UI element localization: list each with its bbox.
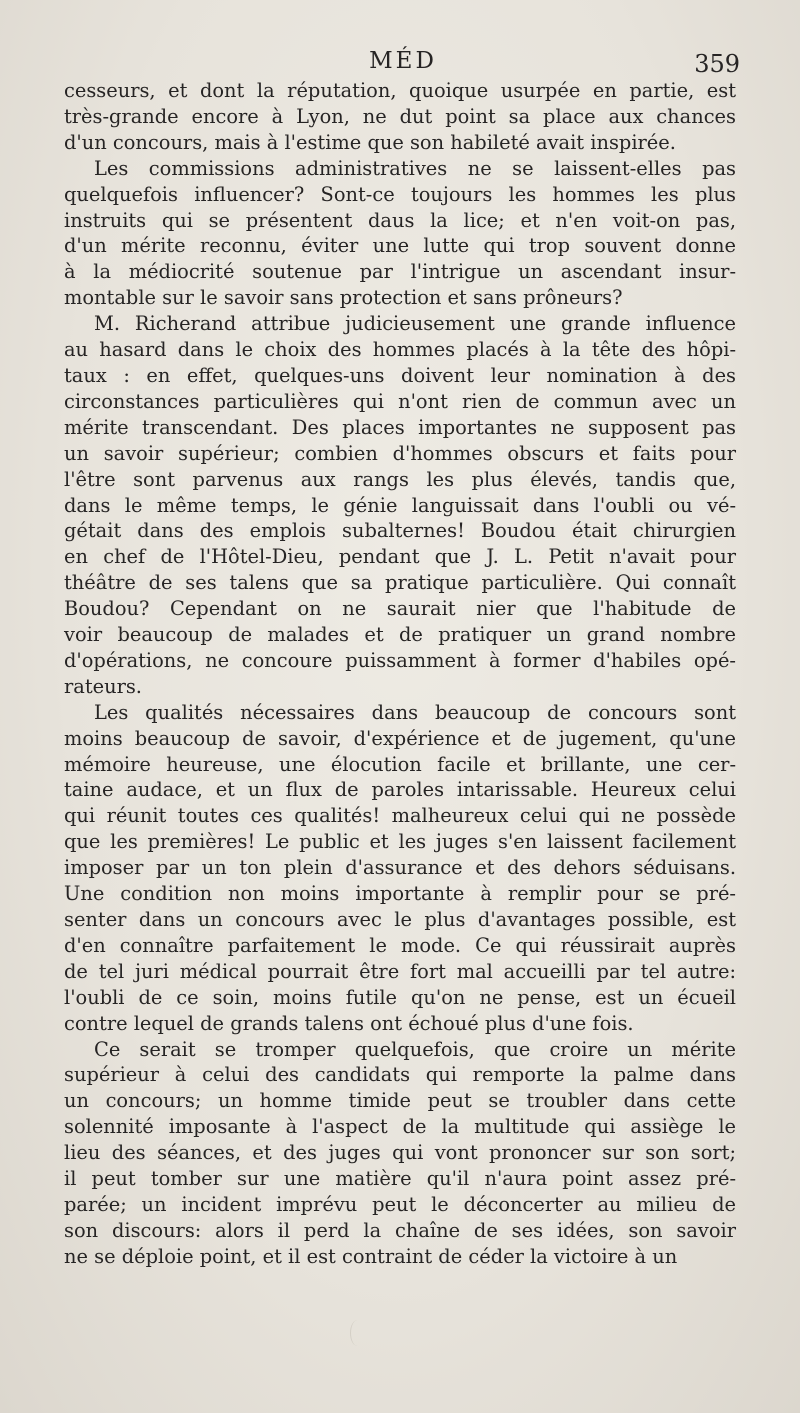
- text-line: il peut tomber sur une matière qu'il n'aura point assez pré-: [64, 1167, 736, 1191]
- running-head: MÉD: [369, 48, 437, 74]
- text-line: lieu des séances, et des juges qui vont prononcer sur son sort;: [64, 1141, 736, 1165]
- text-line: ne se déploie point, et il est contraint de céder la victoire à un: [64, 1244, 678, 1268]
- text-line: un savoir supérieur; combien d'hommes obscurs et faits pour: [64, 441, 736, 465]
- text-line: d'en connaître parfaitement le mode. Ce qui réussirait auprès: [64, 933, 736, 957]
- page-header: [66, 48, 740, 80]
- paragraph: [64, 156, 736, 311]
- text-line: Ce serait se tromper quelquefois, que croire un mérite: [94, 1037, 736, 1061]
- text-line: au hasard dans le choix des hommes placés à la tête des hôpi-: [64, 338, 736, 362]
- text-line: d'opérations, ne concoure puissamment à former d'habiles opé-: [64, 648, 736, 672]
- text-line: théâtre de ses talens que sa pratique particulière. Qui connaît: [64, 571, 736, 595]
- paragraph: [64, 1037, 736, 1270]
- text-line: taine audace, et un flux de paroles intarissable. Heureux celui: [64, 778, 736, 802]
- paper-mark: [350, 1320, 365, 1346]
- text-line: son discours: alors il perd la chaîne de ses idées, son savoir: [64, 1218, 736, 1242]
- text-line: rateurs.: [64, 674, 142, 698]
- text-line: montable sur le savoir sans protection et sans prôneurs?: [64, 286, 623, 310]
- text-line: dans le même temps, le génie languissait dans l'oubli ou vé-: [64, 493, 736, 517]
- text-line: contre lequel de grands talens ont échoué plus d'une fois.: [64, 1011, 634, 1035]
- text-line: imposer par un ton plein d'assurance et des dehors séduisans.: [64, 856, 736, 880]
- page-number: 359: [694, 50, 740, 78]
- text-line: moins beaucoup de savoir, d'expérience et de jugement, qu'une: [64, 726, 736, 750]
- text-line: parée; un incident imprévu peut le déconcerter au milieu de: [64, 1192, 736, 1216]
- text-line: mémoire heureuse, une élocution facile et brillante, une cer-: [64, 752, 736, 776]
- text-line: instruits qui se présentent daus la lice; et n'en voit-on pas,: [64, 208, 736, 232]
- text-line: très-grande encore à Lyon, ne dut point sa place aux chances: [64, 104, 736, 128]
- text-line: d'un mérite reconnu, éviter une lutte qui trop souvent donne: [64, 234, 736, 258]
- paragraph: [64, 78, 736, 156]
- text-line: solennité imposante à l'aspect de la multitude qui assiège le: [64, 1115, 736, 1139]
- text-line: l'être sont parvenus aux rangs les plus élevés, tandis que,: [64, 467, 736, 491]
- text-line: mérite transcendant. Des places importantes ne supposent pas: [64, 415, 736, 439]
- text-line: supérieur à celui des candidats qui remporte la palme dans: [64, 1063, 736, 1087]
- text-line: circonstances particulières qui n'ont rien de commun avec un: [64, 389, 736, 413]
- text-line: voir beaucoup de malades et de pratiquer un grand nombre: [64, 623, 736, 647]
- text-line: quelquefois influencer? Sont-ce toujours les hommes les plus: [64, 182, 736, 206]
- text-line: en chef de l'Hôtel-Dieu, pendant que J. L. Petit n'avait pour: [64, 545, 736, 569]
- text-line: à la médiocrité soutenue par l'intrigue un ascendant insur-: [64, 260, 736, 284]
- text-line: l'oubli de ce soin, moins futile qu'on ne pense, est un écueil: [64, 985, 736, 1009]
- text-line: que les premières! Le public et les juges s'en laissent facilement: [64, 830, 736, 854]
- text-line: taux : en effet, quelques-uns doivent leur nomination à des: [64, 363, 736, 387]
- text-line: senter dans un concours avec le plus d'avantages possible, est: [64, 908, 736, 931]
- text-line: de tel juri médical pourrait être fort mal accueilli par tel autre:: [64, 959, 736, 983]
- paragraph: [64, 311, 736, 700]
- text-line: Les qualités nécessaires dans beaucoup de concours sont: [94, 700, 736, 724]
- text-line: Les commissions administratives ne se laissent-elles pas: [94, 156, 736, 180]
- text-line: un concours; un homme timide peut se troubler dans cette: [64, 1089, 736, 1113]
- text-line: Une condition non moins importante à remplir pour se pré-: [64, 882, 736, 906]
- text-line: M. Richerand attribue judicieusement une grande influence: [94, 312, 736, 336]
- paragraph: [64, 700, 736, 1037]
- text-line: gétait dans des emplois subalternes! Boudou était chirurgien: [64, 519, 736, 543]
- text-line: Boudou? Cependant on ne saurait nier que l'habitude de: [64, 597, 736, 621]
- body-text: [64, 78, 736, 1270]
- text-line: qui réunit toutes ces qualités! malheureux celui qui ne possède: [64, 804, 736, 828]
- text-line: d'un concours, mais à l'estime que son habileté avait inspirée.: [64, 130, 676, 154]
- text-line: cesseurs, et dont la réputation, quoique usurpée en partie, est: [64, 79, 736, 102]
